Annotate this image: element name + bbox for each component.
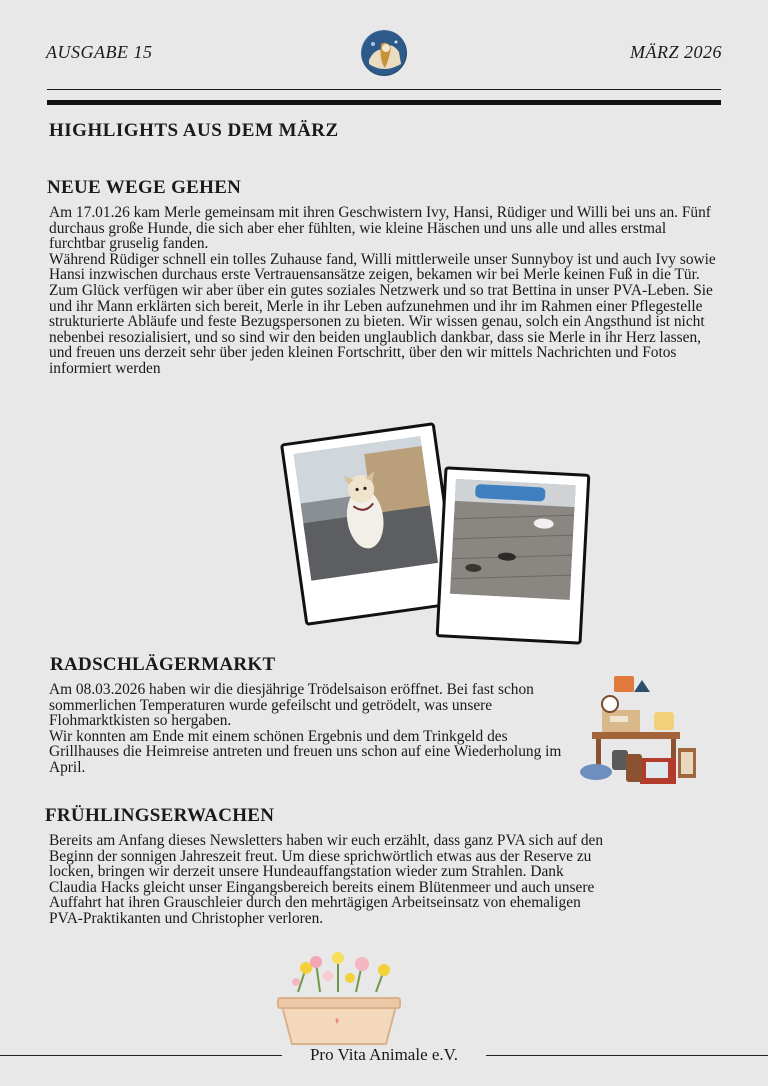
section-title-neue-wege: NEUE WEGE GEHEN xyxy=(47,177,242,198)
section-title-fruehling: FRÜHLINGSERWACHEN xyxy=(45,805,275,826)
polaroid-photo-street xyxy=(436,466,591,644)
paragraph: Zum Glück verfügen wir aber über ein gutes soziales Netzwerk und so trat Bettina in unser PVA-Leben. Sie und ihr Mann erklärten sich bereit, Merle in ihr Leben aufzunehmen und ihr im Rahmen einer Pflegestelle strukturierte Abläufe und feste Bezugspersonen zu bieten. Wir wissen genau, solch ein Angsthund ist nicht nebenbei resozialisiert, und so sind wir den beiden unglaublich dankbar, dass sie Merle in ihr Herz lassen, und freuen uns derzeit sehr über jeden kleinen Fortschritt, über den wir mittels Nachrichten und Fotos informiert werden xyxy=(49,281,713,377)
section-body-markt xyxy=(49,682,575,776)
section-title-markt: RADSCHLÄGERMARKT xyxy=(50,654,276,675)
footer-org-name: Pro Vita Animale e.V. xyxy=(300,1045,468,1064)
issue-date: MÄRZ 2026 xyxy=(630,42,722,62)
footer xyxy=(0,1045,768,1065)
logo-icon xyxy=(361,30,407,76)
photo-collage xyxy=(282,422,592,637)
flea-market-illustration xyxy=(578,668,704,786)
paragraph: Bereits am Anfang dieses Newsletters haben wir euch erzählt, dass ganz PVA sich auf den Beginn der sonnigen Jahreszeit freut. Um diese sprichwörtlich etwas aus der Reserve zu locken, bringen wir derzeit unsere Hundeauffangstation wieder zum Strahlen. Dank Claudia Hacks gleicht unser Eingangsbereich bereits einem Blütenmeer und auch unsere Auffahrt hat ihren Grauschleier durch den mehrtägigen Arbeitseinsatz von ehemaligen PVA-Praktikanten und Christopher verloren. xyxy=(49,832,604,927)
section-body-fruehling xyxy=(49,833,609,927)
header-divider-thin xyxy=(47,89,721,90)
page-title: HIGHLIGHTS AUS DEM MÄRZ xyxy=(49,120,339,141)
flower-pot-illustration xyxy=(276,952,402,1046)
paragraph: Während Rüdiger schnell ein tolles Zuhause fand, Willi mittlerweile unser Sunnyboy ist und auch Ivy sowie Hansi inzwischen durchaus erste Vertrauensansätze zeigen, bekamen wir bei Merle keinen Fuß in die Tür. xyxy=(49,250,716,284)
issue-number: AUSGABE 15 xyxy=(46,42,153,62)
paragraph: Am 08.03.2026 haben wir die diesjährige Trödelsaison eröffnet. Bei fast schon sommerlichen Temperaturen wurde gefeilscht und getrödelt, was unsere Flohmarktkisten so hergaben. xyxy=(49,681,534,730)
paragraph: Wir konnten am Ende mit einem schönen Ergebnis und dem Trinkgeld des Grillhauses die Heimreise antreten und freuen uns schon auf eine Wiederholung im April. xyxy=(49,727,562,776)
header-divider-thick xyxy=(47,100,721,105)
polaroid-photo-dog xyxy=(280,422,460,626)
section-body-neue-wege xyxy=(49,205,725,377)
paragraph: Am 17.01.26 kam Merle gemeinsam mit ihren Geschwistern Ivy, Hansi, Rüdiger und Willi bei uns an. Fünf durchaus große Hunde, die sich aber eher fühlten, wie kleine Häschen und uns alle und alles erstmal furchtbar gruselig fanden. xyxy=(49,204,711,253)
